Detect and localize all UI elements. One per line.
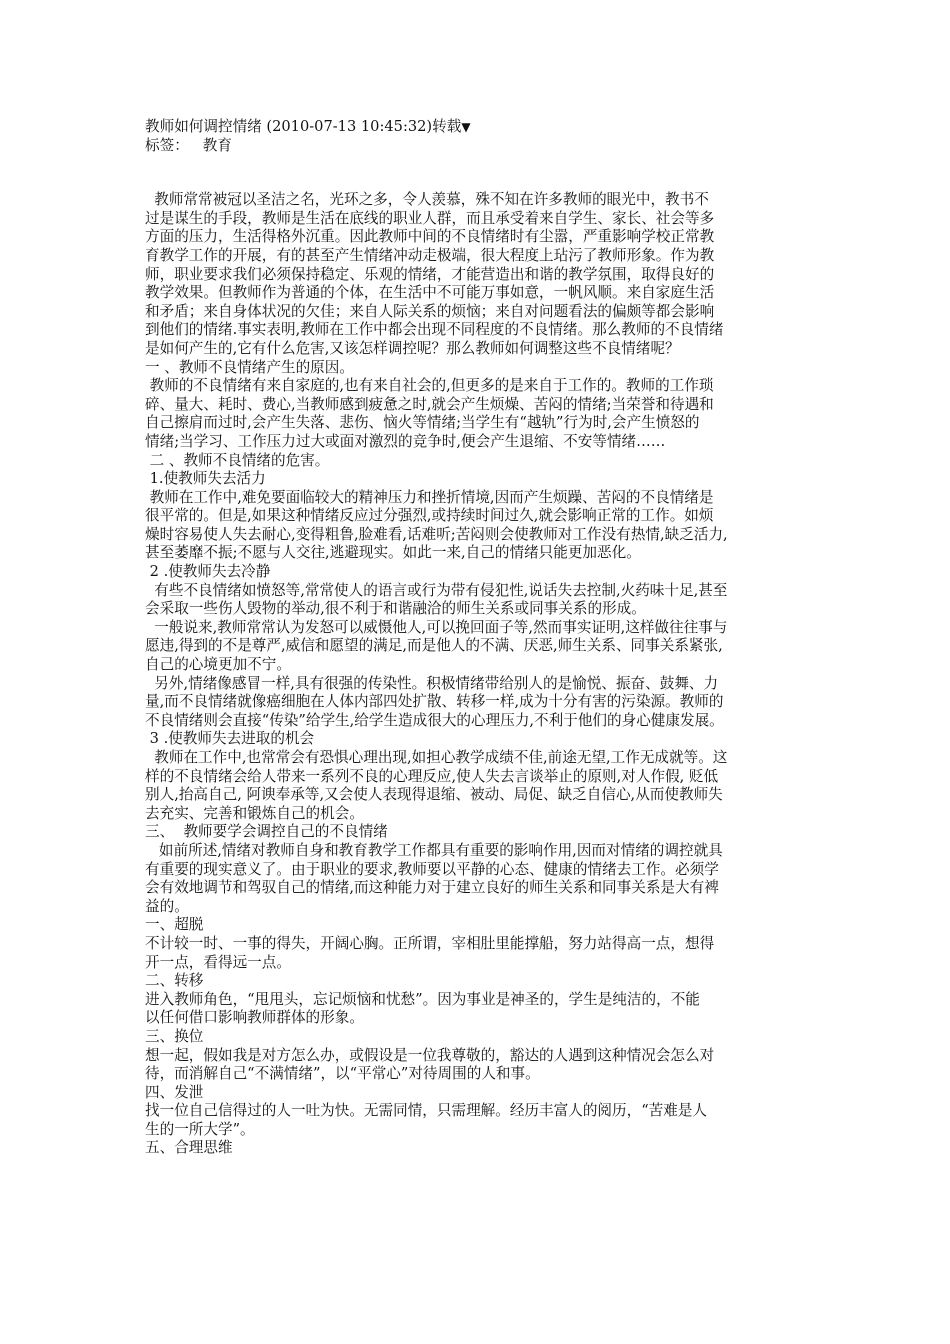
- tags-label: 标签：: [145, 136, 189, 154]
- body-line: 情绪;当学习、工作压力过大或面对激烈的竞争时,便会产生退缩、不安等情绪……: [145, 432, 666, 450]
- body-line: 四、发泄: [145, 1083, 204, 1101]
- post-datetime: (2010-07-13 10:45:32): [266, 118, 433, 135]
- body-line: 是如何产生的,它有什么危害,又该怎样调控呢？那么教师如何调整这些不良情绪呢？: [145, 339, 680, 357]
- body-line: 一般说来,教师常常认为发怒可以威慑他人,可以挽回面子等,然而事实证明,这样做往往事与: [145, 618, 728, 636]
- body-line: 教师在工作中,也常常会有恐惧心理出现,如担心教学成绩不佳,前途无望,工作无成就等。这: [145, 749, 728, 766]
- tags-row: [145, 137, 813, 156]
- body-line: 教师在工作中,难免要面临较大的精神压力和挫折情境,因而产生烦躁、苦闷的不良情绪是: [145, 488, 714, 506]
- article-body: [145, 191, 813, 1158]
- body-line: 燥时容易使人失去耐心,变得粗鲁,脸难看,话难听;苦闷则会使教师对工作没有热情,缺乏活力,: [145, 525, 728, 543]
- body-line: 如前所述,情绪对教师自身和教育教学工作都具有重要的影响作用,因而对情绪的调控就具: [145, 841, 723, 859]
- body-line: 2 .使教师失去冷静: [145, 563, 271, 581]
- body-line: 不计较一时、一事的得失，开阔心胸。正所谓，宰相肚里能撑船，努力站得高一点，想得: [145, 934, 715, 952]
- spacer: [145, 155, 813, 173]
- body-line: 方面的压力，生活得格外沉重。因此教师中间的不良情绪时有尘嚣，严重影响学校正常教: [145, 228, 715, 246]
- body-line: 师，职业要求我们必须保持稳定、乐观的情绪，才能营造出和谐的教学氛围，取得良好的: [145, 265, 715, 283]
- body-line: 自己的心境更加不宁。: [145, 656, 291, 674]
- post-title: 教师如何调控情绪: [145, 118, 262, 135]
- body-line: 有重要的现实意义了。由于职业的要求,教师要以平静的心态、健康的情绪去工作。必须学: [145, 860, 719, 878]
- body-line: 开一点，看得远一点。: [145, 953, 291, 971]
- body-line: 教师常常被冠以圣洁之名，光环之多，令人羡慕，殊不知在许多教师的眼光中，教书不: [145, 191, 709, 209]
- body-line: 会采取一些伤人毁物的举动,很不利于和谐融洽的师生关系或同事关系的形成。: [145, 600, 646, 618]
- document-page: [145, 118, 813, 1158]
- tag-link[interactable]: 教育: [202, 136, 232, 154]
- body-line: 三、换位: [145, 1027, 204, 1045]
- body-line: 以任何借口影响教师群体的形象。: [145, 1009, 364, 1027]
- body-line: 会有效地调节和驾驭自己的情绪,而这种能力对于建立良好的师生关系和同事关系是大有裨: [145, 879, 719, 897]
- body-line: 另外,情绪像感冒一样,具有很强的传染性。积极情绪带给别人的是愉悦、振奋、鼓舞、力: [145, 674, 719, 692]
- body-line: 很平常的。但是,如果这种情绪反应过分强烈,或持续时间过久,就会影响正常的工作。如烦: [145, 507, 714, 525]
- body-line: 有些不良情绪如愤怒等,常常使人的语言或行为带有侵犯性,说话失去控制,火药味十足,甚至: [145, 581, 728, 599]
- body-line: 和矛盾；来自身体状况的欠佳；来自人际关系的烦恼；来自对问题看法的偏颇等都会影响: [145, 302, 715, 320]
- spacer: [145, 173, 813, 191]
- post-title-row: [145, 118, 813, 137]
- body-line: 1.使教师失去活力: [145, 470, 266, 488]
- body-line: 待，而消解自己“不满情绪”，以“平常心”对待周围的人和事。: [145, 1065, 540, 1083]
- body-line: 一、超脱: [145, 916, 204, 934]
- body-line: 自己擦肩而过时,会产生失落、悲伤、恼火等情绪;当学生有“越轨”行为时,会产生愤怒的: [145, 414, 700, 432]
- body-line: 想一起，假如我是对方怎么办，或假设是一位我尊敬的，豁达的人遇到这种情况会怎么对: [145, 1046, 715, 1064]
- body-line: 甚至萎靡不振;不愿与人交往,逃避现实。如此一来,自己的情绪只能更加恶化。: [145, 544, 641, 562]
- body-line: 五、合理思维: [145, 1139, 233, 1157]
- body-line: 不良情绪则会直接“传染”给学生,给学生造成很大的心理压力,不利于他们的身心健康发展。: [145, 711, 724, 729]
- body-line: 一 、教师不良情绪产生的原因。: [145, 358, 354, 376]
- body-line: 生的一所大学”。: [145, 1120, 255, 1138]
- dropdown-arrow-icon[interactable]: ▼: [461, 120, 471, 134]
- body-line: 愿违,得到的不是尊严,威信和愿望的满足,而是他人的不满、厌恶,师生关系、同事关系紧张,: [145, 637, 723, 655]
- body-line: 进入教师角色，“甩甩头，忘记烦恼和忧愁”。因为事业是神圣的，学生是纯洁的，不能: [145, 990, 700, 1008]
- body-line: 育教学工作的开展，有的甚至产生情绪冲动走极端，很大程度上玷污了教师形象。作为教: [145, 246, 715, 264]
- body-line: 益的。: [145, 897, 189, 915]
- body-line: 过是谋生的手段，教师是生活在底线的职业人群，而且承受着来自学生、家长、社会等多: [145, 209, 715, 227]
- body-line: 3 .使教师失去进取的机会: [145, 730, 315, 748]
- body-line: 教师的不良情绪有来自家庭的,也有来自社会的,但更多的是来自于工作的。教师的工作琐: [145, 377, 714, 395]
- body-line: 量,而不良情绪就像癌细胞在人体内部四处扩散、转移一样,成为十分有害的污染源。教师的: [145, 693, 724, 711]
- body-line: 二 、教师不良情绪的危害。: [145, 451, 330, 469]
- body-line: 样的不良情绪会给人带来一系列不良的心理反应,使人失去言谈举止的原则,对人作假, 贬低: [145, 767, 719, 785]
- body-line: 碎、量大、耗时、费心,当教师感到疲惫之时,就会产生烦燥、苦闷的情绪;当荣誉和待遇和: [145, 395, 714, 413]
- body-line: 去充实、完善和锻炼自己的机会。: [145, 804, 364, 822]
- body-line: 别人,抬高自己, 阿谀奉承等,又会使人表现得退缩、被动、局促、缺乏自信心,从而使教师失: [145, 786, 723, 804]
- body-line: 找一位自己信得过的人一吐为快。无需同情，只需理解。经历丰富人的阅历，“苦难是人: [145, 1102, 708, 1120]
- body-line: 三、 教师要学会调控自己的不良情绪: [145, 823, 388, 841]
- body-line: 到他们的情绪.事实表明,教师在工作中都会出现不同程度的不良情绪。那么教师的不良情绪: [145, 321, 724, 339]
- body-line: 二、转移: [145, 972, 204, 990]
- body-line: 教学效果。但教师作为普通的个体，在生活中不可能万事如意，一帆风顺。来自家庭生活: [145, 284, 715, 302]
- repost-link[interactable]: 转载: [432, 118, 462, 135]
